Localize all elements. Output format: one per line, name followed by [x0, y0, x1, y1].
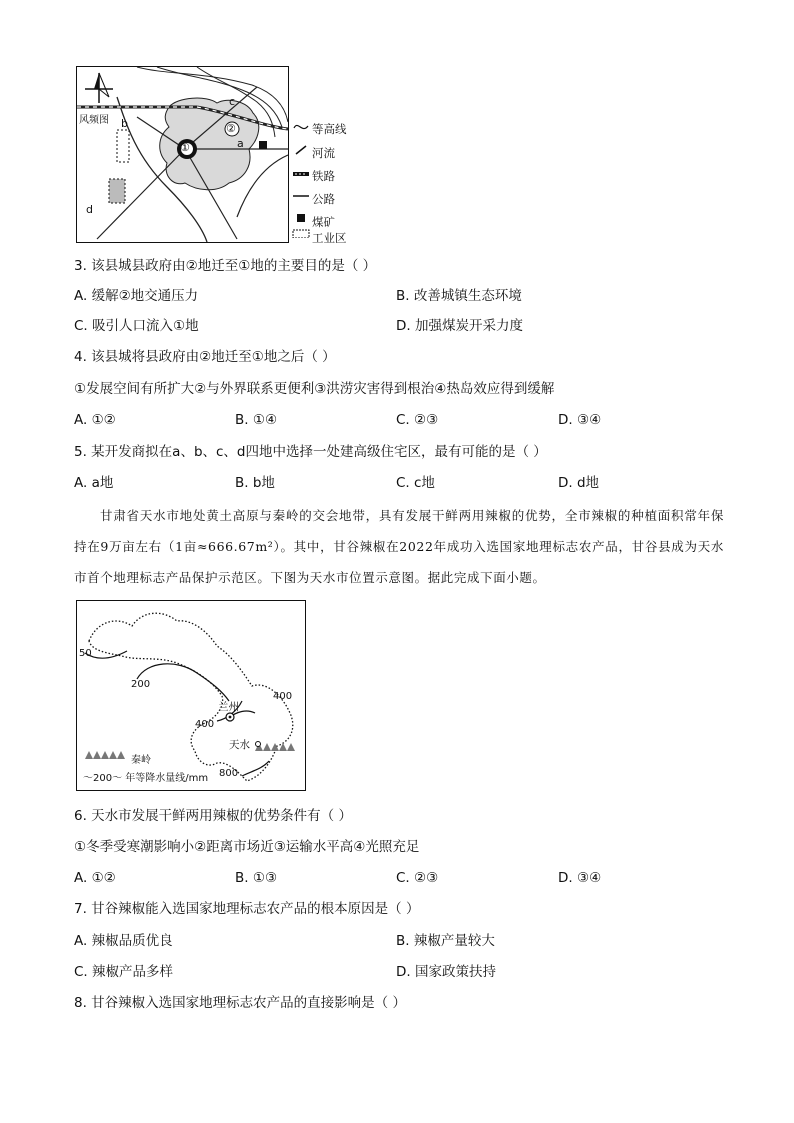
q7-stem: 7. 甘谷辣椒能入选国家地理标志农产品的根本原因是（ ）: [74, 901, 420, 917]
letter-d: d: [86, 203, 93, 216]
wind-rose: [85, 73, 113, 103]
q5-stem: 5. 某开发商拟在a、b、c、d四地中选择一处建高级住宅区，最有可能的是（ ）: [74, 444, 547, 460]
q7-option-b[interactable]: B. 辣椒产量较大: [396, 933, 495, 949]
q7-option-d[interactable]: D. 国家政策扶持: [396, 964, 496, 980]
legend-contour: 等高线: [312, 122, 347, 136]
q5-option-a[interactable]: A. a地: [74, 475, 114, 491]
tianshui-map-figure: [76, 600, 306, 791]
isohyet-label-400-west: 400: [195, 719, 215, 730]
letter-c: c: [229, 95, 236, 108]
q6-statements: ①冬季受寒潮影响小②距离市场近③运输水平高④光照充足: [74, 839, 420, 855]
county-map-drawing: [77, 67, 288, 242]
marker-one: ①: [180, 141, 190, 154]
q4-option-d[interactable]: D. ③④: [558, 412, 602, 428]
marker-two: ②: [226, 122, 236, 135]
q6-option-d[interactable]: D. ③④: [558, 870, 602, 886]
q7-option-c[interactable]: C. 辣椒产品多样: [74, 964, 174, 980]
q3-option-a[interactable]: A. 缓解②地交通压力: [74, 288, 199, 304]
q3-option-d[interactable]: D. 加强煤炭开采力度: [396, 318, 523, 334]
isohyet-label-50: 50: [79, 648, 92, 659]
legend-isohyet: ～200～ 年等降水量线/mm: [83, 773, 209, 784]
legend-road: 公路: [312, 192, 335, 206]
lanzhou-label: 兰州: [218, 701, 239, 713]
tianshui-map-drawing: [77, 601, 305, 790]
q4-option-a[interactable]: A. ①②: [74, 412, 116, 428]
q7-option-a[interactable]: A. 辣椒品质优良: [74, 933, 173, 949]
urban-area: [160, 98, 259, 190]
q4-stem: 4. 该县城将县政府由②地迁至①地之后（ ）: [74, 349, 336, 365]
wind-rose-label: 风频图: [79, 115, 109, 126]
q3-option-b[interactable]: B. 改善城镇生态环境: [396, 288, 522, 304]
q4-option-b[interactable]: B. ①④: [235, 412, 278, 428]
county-map-figure: [76, 66, 289, 243]
q6-option-b[interactable]: B. ①③: [235, 870, 278, 886]
letter-b: b: [121, 117, 128, 130]
isohyet-label-200: 200: [131, 679, 151, 690]
q4-option-c[interactable]: C. ②③: [396, 412, 439, 428]
q4-statements: ①发展空间有所扩大②与外界联系更便利③洪涝灾害得到根治④热岛效应得到缓解: [74, 381, 555, 397]
q6-option-c[interactable]: C. ②③: [396, 870, 439, 886]
isohyet-label-400-east: 400: [273, 691, 293, 702]
reading-passage: 甘肃省天水市地处黄土高原与秦岭的交会地带，具有发展干鲜两用辣椒的优势，全市辣椒的种植面积常年保持在9万亩左右（1亩≈666.67m²）。其中，甘谷辣椒在2022年成功入选国家地理标志农产品，甘谷县成为天水市首个地理标志产品保护示范区。下图为天水市位置示意图。据此完成下面小题。: [74, 508, 724, 585]
legend-river: 河流: [312, 146, 335, 160]
legend-industrial-zone: 工业区: [312, 231, 347, 245]
legend-symbols: [292, 118, 312, 238]
q8-stem: 8. 甘谷辣椒入选国家地理标志农产品的直接影响是（ ）: [74, 995, 406, 1011]
q5-option-b[interactable]: B. b地: [235, 475, 275, 491]
legend-qinling: 秦岭: [131, 755, 151, 766]
qinling-range: [255, 743, 295, 751]
q6-stem: 6. 天水市发展干鲜两用辣椒的优势条件有（ ）: [74, 808, 352, 824]
q6-option-a[interactable]: A. ①②: [74, 870, 116, 886]
q3-option-c[interactable]: C. 吸引人口流入①地: [74, 318, 199, 334]
tianshui-label: 天水: [229, 739, 250, 751]
letter-a: a: [237, 137, 244, 150]
legend-railway: 铁路: [312, 169, 335, 183]
q5-option-c[interactable]: C. c地: [396, 475, 435, 491]
q3-stem: 3. 该县城县政府由②地迁至①地的主要目的是（ ）: [74, 258, 377, 274]
q5-option-d[interactable]: D. d地: [558, 475, 600, 491]
legend-coal-mine: 煤矿: [312, 215, 335, 229]
isohyet-label-800: 800: [219, 768, 239, 779]
